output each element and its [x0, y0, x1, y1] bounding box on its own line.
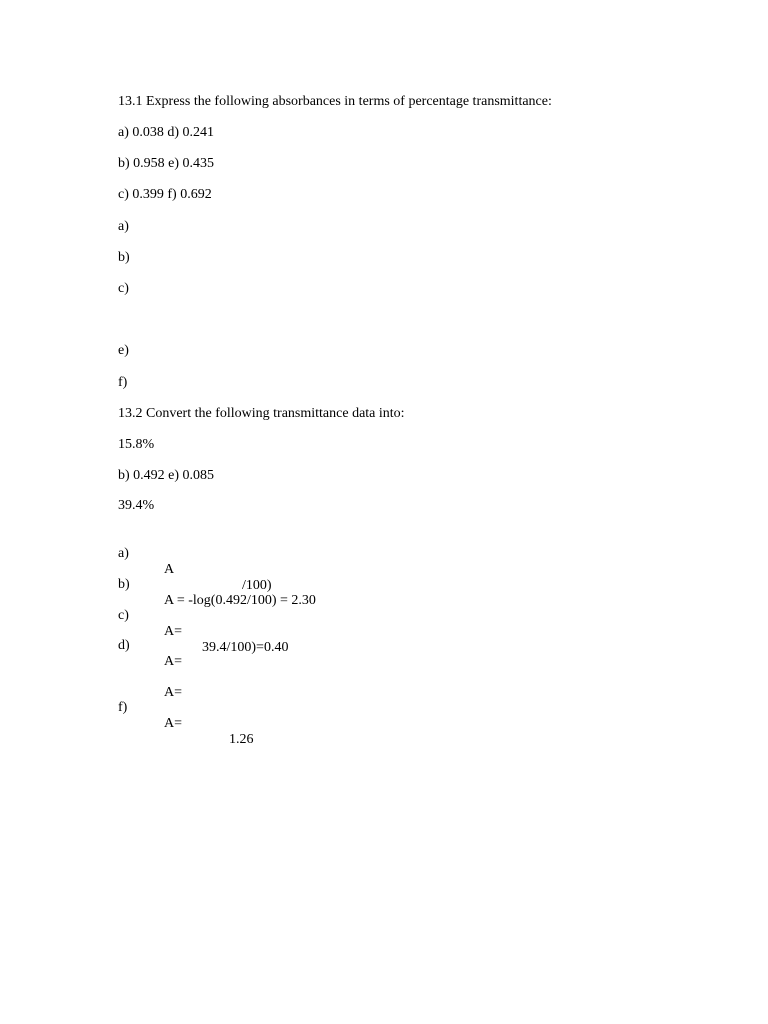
- answer-label: b): [118, 250, 130, 265]
- answer-formula: A=: [164, 654, 183, 669]
- answer-formula-tail: /100): [242, 578, 272, 593]
- given-values-line: 15.8%: [118, 437, 155, 452]
- answer-formula: A=: [164, 685, 183, 700]
- given-values-line: a) 0.038 d) 0.241: [118, 125, 215, 140]
- answer-label: f): [118, 700, 128, 715]
- question-13-2-heading: 13.2 Convert the following transmittance data into:: [118, 406, 405, 421]
- answer-label: a): [118, 546, 129, 561]
- given-values-line: c) 0.399 f) 0.692: [118, 187, 212, 202]
- answer-row: [118, 653, 183, 700]
- answer-row: [118, 530, 272, 593]
- answer-row: [118, 684, 254, 747]
- answer-label: d): [118, 638, 130, 653]
- answer-label: c): [118, 281, 129, 296]
- answer-formula: A=: [164, 624, 183, 639]
- answer-formula: A = -log(0.492/100) = 2.30: [164, 593, 316, 608]
- answer-label: b): [118, 577, 130, 592]
- given-values-line: b) 0.492 e) 0.085: [118, 468, 215, 483]
- answer-label: f): [118, 375, 128, 390]
- answer-formula: A: [164, 562, 175, 577]
- answer-row: [118, 622, 183, 669]
- answer-formula: A=: [164, 716, 183, 731]
- question-13-1-heading: 13.1 Express the following absorbances in terms of percentage transmittance:: [118, 94, 552, 109]
- answer-row: [118, 561, 316, 608]
- answer-label: e): [118, 343, 129, 358]
- answer-formula-tail: 39.4/100)=0.40: [202, 640, 289, 655]
- answer-label: c): [118, 608, 129, 623]
- answer-formula-tail: 1.26: [229, 732, 254, 747]
- given-values-line: 39.4%: [118, 498, 155, 513]
- answer-label: a): [118, 219, 129, 234]
- given-values-line: b) 0.958 e) 0.435: [118, 156, 215, 171]
